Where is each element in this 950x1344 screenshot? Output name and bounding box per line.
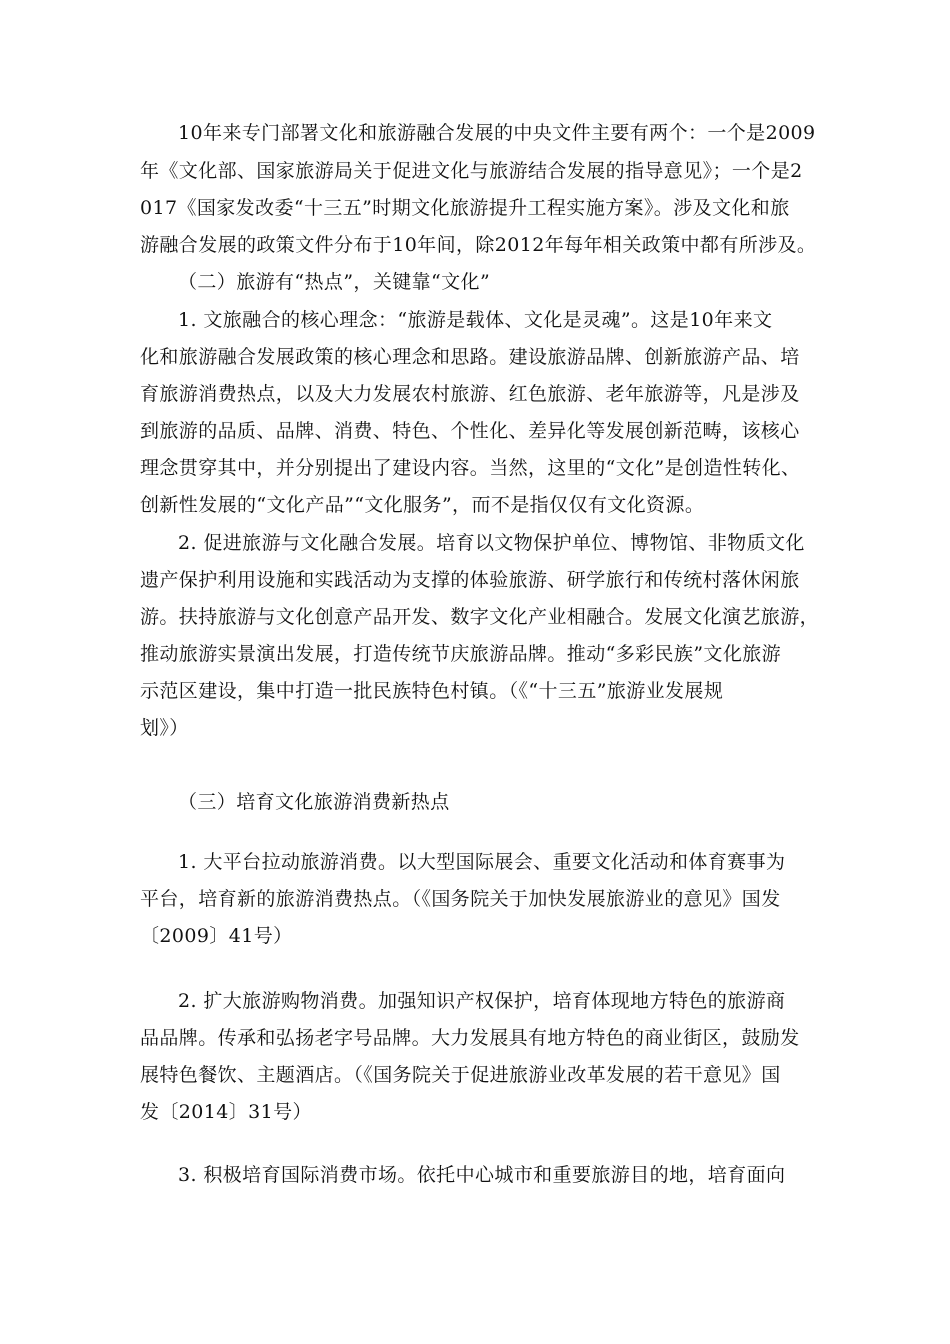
paragraph-line: 游融合发展的政策文件分布于10年间，除2012年每年相关政策中都有所涉及。 — [140, 234, 817, 256]
paragraph-line: 平台，培育新的旅游消费热点。（《国务院关于加快发展旅游业的意见》国发 — [140, 888, 781, 910]
section-heading: （二）旅游有“热点”，关键靠“文化” — [178, 271, 491, 293]
paragraph-line: 〔2009〕41号） — [140, 925, 293, 947]
paragraph-line: 化和旅游融合发展政策的核心理念和思路。建设旅游品牌、创新旅游产品、培 — [140, 346, 800, 368]
paragraph-line: 游。扶持旅游与文化创意产品开发、数字文化产业相融合。发展文化演艺旅游， — [140, 606, 820, 628]
paragraph-line: 年《文化部、国家旅游局关于促进文化与旅游结合发展的指导意见》；一个是2 — [140, 160, 803, 182]
paragraph-line: 理念贯穿其中，并分别提出了建设内容。当然，这里的“文化”是创造性转化、 — [140, 457, 801, 479]
paragraph-line: 品品牌。传承和弘扬老字号品牌。大力发展具有地方特色的商业街区，鼓励发 — [140, 1027, 800, 1049]
paragraph-line: 10年来专门部署文化和旅游融合发展的中央文件主要有两个：一个是2009 — [178, 122, 816, 144]
paragraph-line: 展特色餐饮、主题酒店。（《国务院关于促进旅游业改革发展的若干意见》国 — [140, 1064, 781, 1086]
paragraph-line: 3. 积极培育国际消费市场。依托中心城市和重要旅游目的地，培育面向 — [178, 1164, 786, 1186]
paragraph-line: 到旅游的品质、品牌、消费、特色、个性化、差异化等发展创新范畴，该核心 — [140, 420, 800, 442]
paragraph-line: 育旅游消费热点，以及大力发展农村旅游、红色旅游、老年旅游等，凡是涉及 — [140, 383, 800, 405]
paragraph-line: 创新性发展的“文化产品”“文化服务”，而不是指仅仅有文化资源。 — [140, 494, 705, 516]
paragraph-line: 遗产保护利用设施和实践活动为支撑的体验旅游、研学旅行和传统村落休闲旅 — [140, 569, 800, 591]
paragraph-line: 推动旅游实景演出发展，打造传统节庆旅游品牌。推动“多彩民族”文化旅游 — [140, 643, 782, 665]
paragraph-line: 发〔2014〕31号） — [140, 1101, 312, 1123]
paragraph-line: 1. 文旅融合的核心理念：“旅游是载体、文化是灵魂”。这是10年来文 — [178, 309, 773, 331]
section-heading: （三）培育文化旅游消费新热点 — [178, 791, 450, 813]
paragraph-line: 示范区建设，集中打造一批民族特色村镇。（《“十三五”旅游业发展规 — [140, 680, 724, 702]
paragraph-line: 2. 促进旅游与文化融合发展。培育以文物保护单位、博物馆、非物质文化 — [178, 532, 805, 554]
paragraph-line: 划》） — [140, 717, 189, 739]
paragraph-line: 2. 扩大旅游购物消费。加强知识产权保护，培育体现地方特色的旅游商 — [178, 990, 786, 1012]
paragraph-line: 1. 大平台拉动旅游消费。以大型国际展会、重要文化活动和体育赛事为 — [178, 851, 786, 873]
paragraph-line: 017《国家发改委“十三五”时期文化旅游提升工程实施方案》。涉及文化和旅 — [140, 197, 790, 219]
